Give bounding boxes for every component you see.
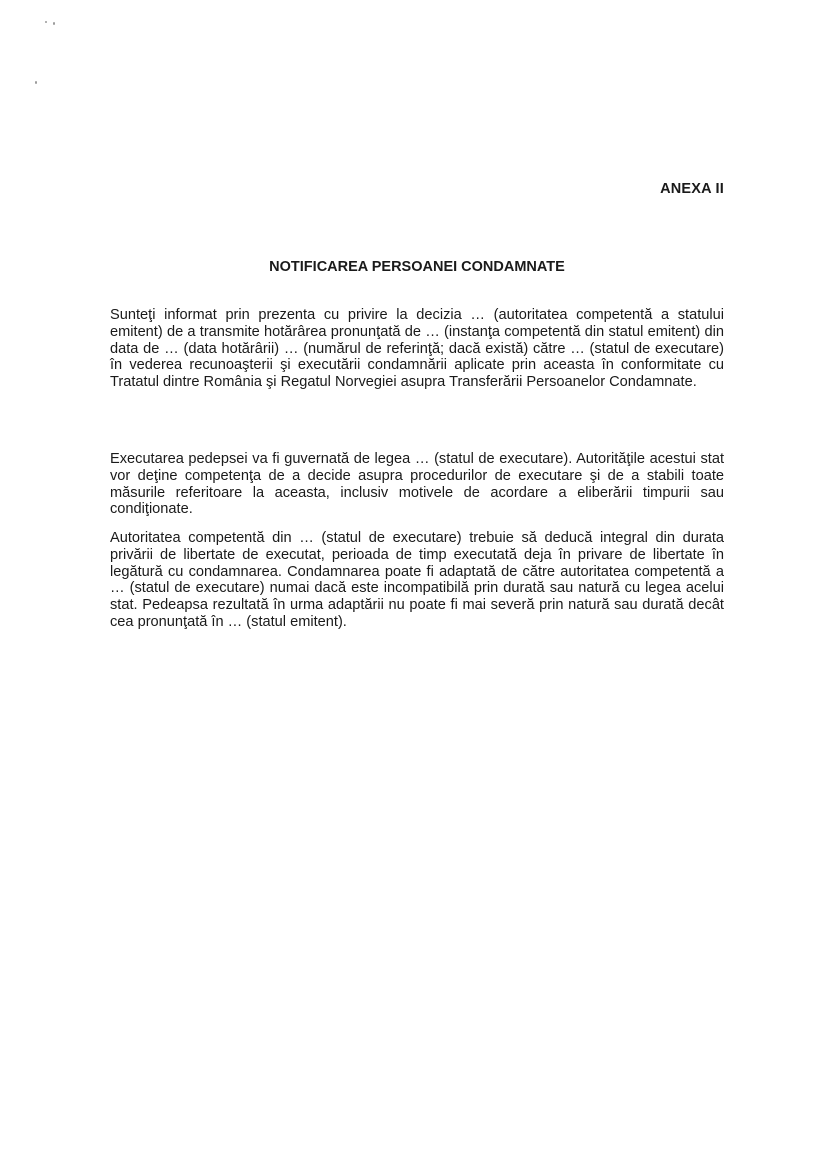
body-paragraph: Autoritatea competentă din … (statul de executare) trebuie să deducă integral din durata privării de libertate de executat, perioada de timp executată deja în privare de libertate în legătură cu condamnarea. Condamnarea poate fi adaptată de către autoritatea competentă a … (statul de executare) numai dacă este incompatibilă prin durată sau natură cu legea acelui stat. Pedeapsa rezultată în urma adaptării nu poate fi mai severă prin natură sau durată decât cea pronunţată în … (statul emitent). (110, 530, 724, 630)
scan-speck (53, 22, 55, 25)
scan-speck (35, 81, 37, 84)
annex-label: ANEXA II (660, 181, 724, 197)
document-title: NOTIFICAREA PERSOANEI CONDAMNATE (269, 259, 565, 275)
body-paragraph: Sunteţi informat prin prezenta cu privire la decizia … (autoritatea competentă a statului emitent) de a transmite hotărârea pronunţată de … (instanţa competentă din statul emitent) din data de … (data hotărârii) … (numărul de referinţă; dacă există) către … (statul de executare) în vederea recunoaşterii şi executării condamnării aplicate prin aceasta în conformitate cu Tratatul dintre România şi Regatul Norvegiei asupra Transferării Persoanelor Condamnate. (110, 307, 724, 391)
scan-speck (45, 21, 47, 23)
body-paragraph: Executarea pedepsei va fi guvernată de legea … (statul de executare). Autorităţile acestui stat vor deţine competenţa de a decide asupra procedurilor de executare şi de a stabili toate măsurile referitoare la aceasta, inclusiv motivele de acordare a eliberării timpurii sau condiţionate. (110, 451, 724, 518)
